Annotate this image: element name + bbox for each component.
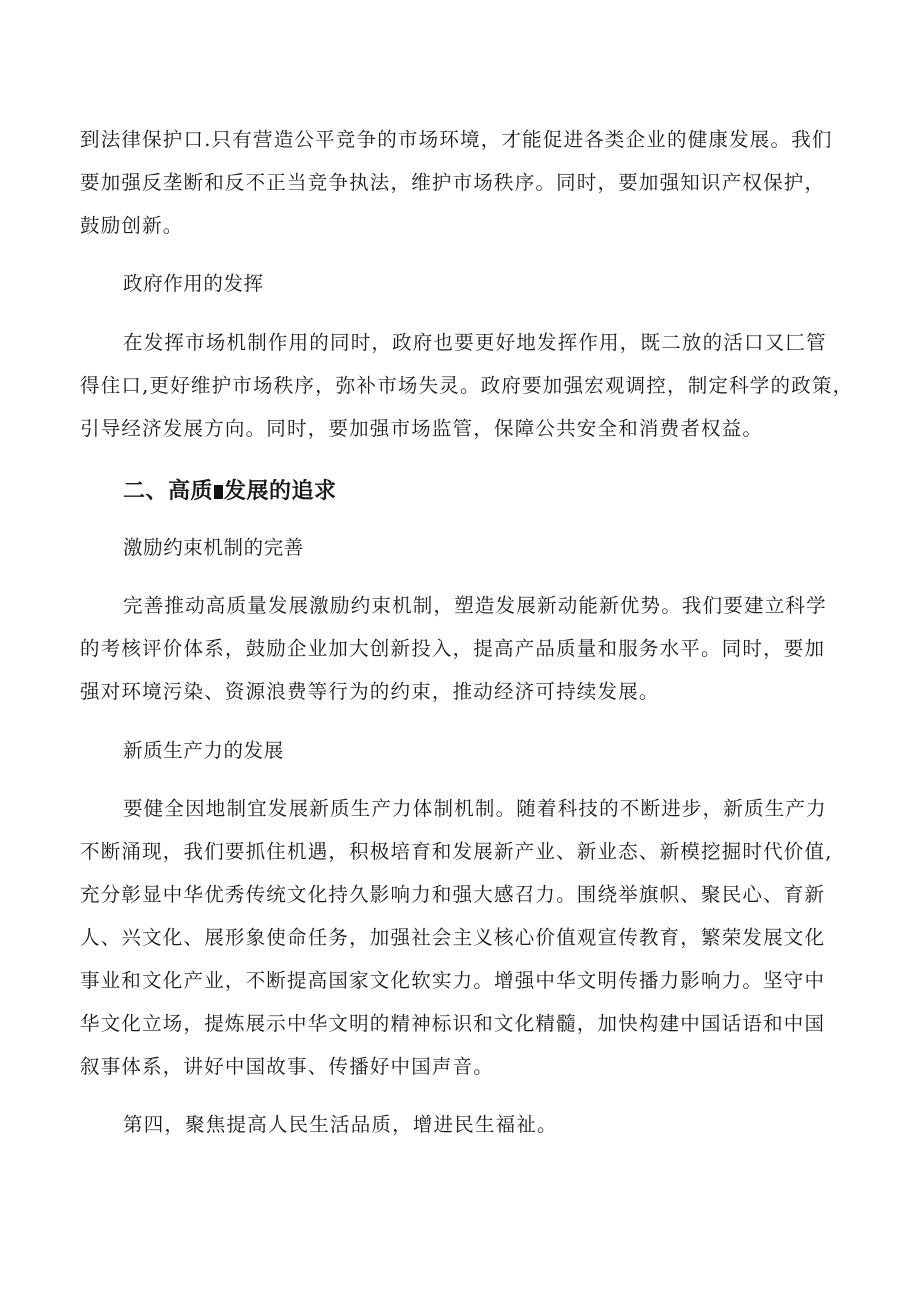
paragraph-line: 华文化立场，提炼展示中华文明的精神标识和文化精髓，加快构建中国话语和中国 — [80, 1012, 826, 1035]
paragraph-line: 第四，聚焦提高人民生活品质，增进民生福祉。 — [123, 1113, 558, 1136]
paragraph-line: 要加强反垄断和反不正当竞争执法，维护市场秩序。同时，要加强知识产权保护， — [80, 171, 826, 194]
paragraph-line: 叙事体系，讲好中国故事、传播好中国声音。 — [80, 1055, 495, 1078]
paragraph-line: 事业和文化产业，不断提高国家文化软实力。增强中华文明传播力影响力。坚守中 — [80, 969, 826, 992]
section-heading — [123, 478, 337, 506]
subheading-new-productivity: 新质生产力的发展 — [123, 739, 284, 762]
paragraph-line: 要健全因地制宜发展新质生产力体制机制。随着科技的不断进步，新质生产力 — [123, 797, 827, 820]
unreadable-glyph-block — [214, 485, 223, 499]
paragraph-line: 人、兴文化、展形象使命任务，加强社会主义核心价值观宣传教育，繁荣发展文化 — [80, 926, 826, 949]
paragraph-line: 的考核评价体系，鼓励企业加大创新投入，提高产品质量和服务水平。同时，要加 — [80, 637, 826, 660]
section-heading-part2: 发展的追求 — [224, 479, 337, 504]
paragraph-line: 完善推动高质量发展激励约束机制，塑造发展新动能新优势。我们要建立科学 — [123, 594, 827, 617]
paragraph-line: 充分彰显中华优秀传统文化持久影响力和强大感召力。围绕举旗帜、聚民心、育新 — [80, 883, 826, 906]
paragraph-line: 得住口,更好维护市场秩序，弥补市场失灵。政府要加强宏观调控，制定科学的政策， — [80, 374, 854, 397]
paragraph-line: 到法律保护口.只有营造公平竞争的市场环境，才能促进各类企业的健康发展。我们 — [80, 128, 833, 151]
paragraph-line: 在发挥市场机制作用的同时，政府也要更好地发挥作用，既二放的活口又匚管 — [123, 331, 827, 354]
paragraph-line: 鼓励创新。 — [80, 214, 184, 237]
paragraph-line: 强对环境污染、资源浪费等行为的约束，推动经济可持续发展。 — [80, 680, 660, 703]
subheading-incentive-mechanism: 激励约束机制的完善 — [123, 536, 304, 559]
section-heading-part1: 二、高质 — [123, 479, 214, 504]
subheading-government-role: 政府作用的发挥 — [123, 272, 264, 295]
paragraph-line: 不断涌现，我们要抓住机遇，积极培育和发展新产业、新业态、新模挖掘时代价值, — [80, 840, 833, 863]
paragraph-line: 引导经济发展方向。同时，要加强市场监管，保障公共安全和消费者权益。 — [80, 417, 764, 440]
